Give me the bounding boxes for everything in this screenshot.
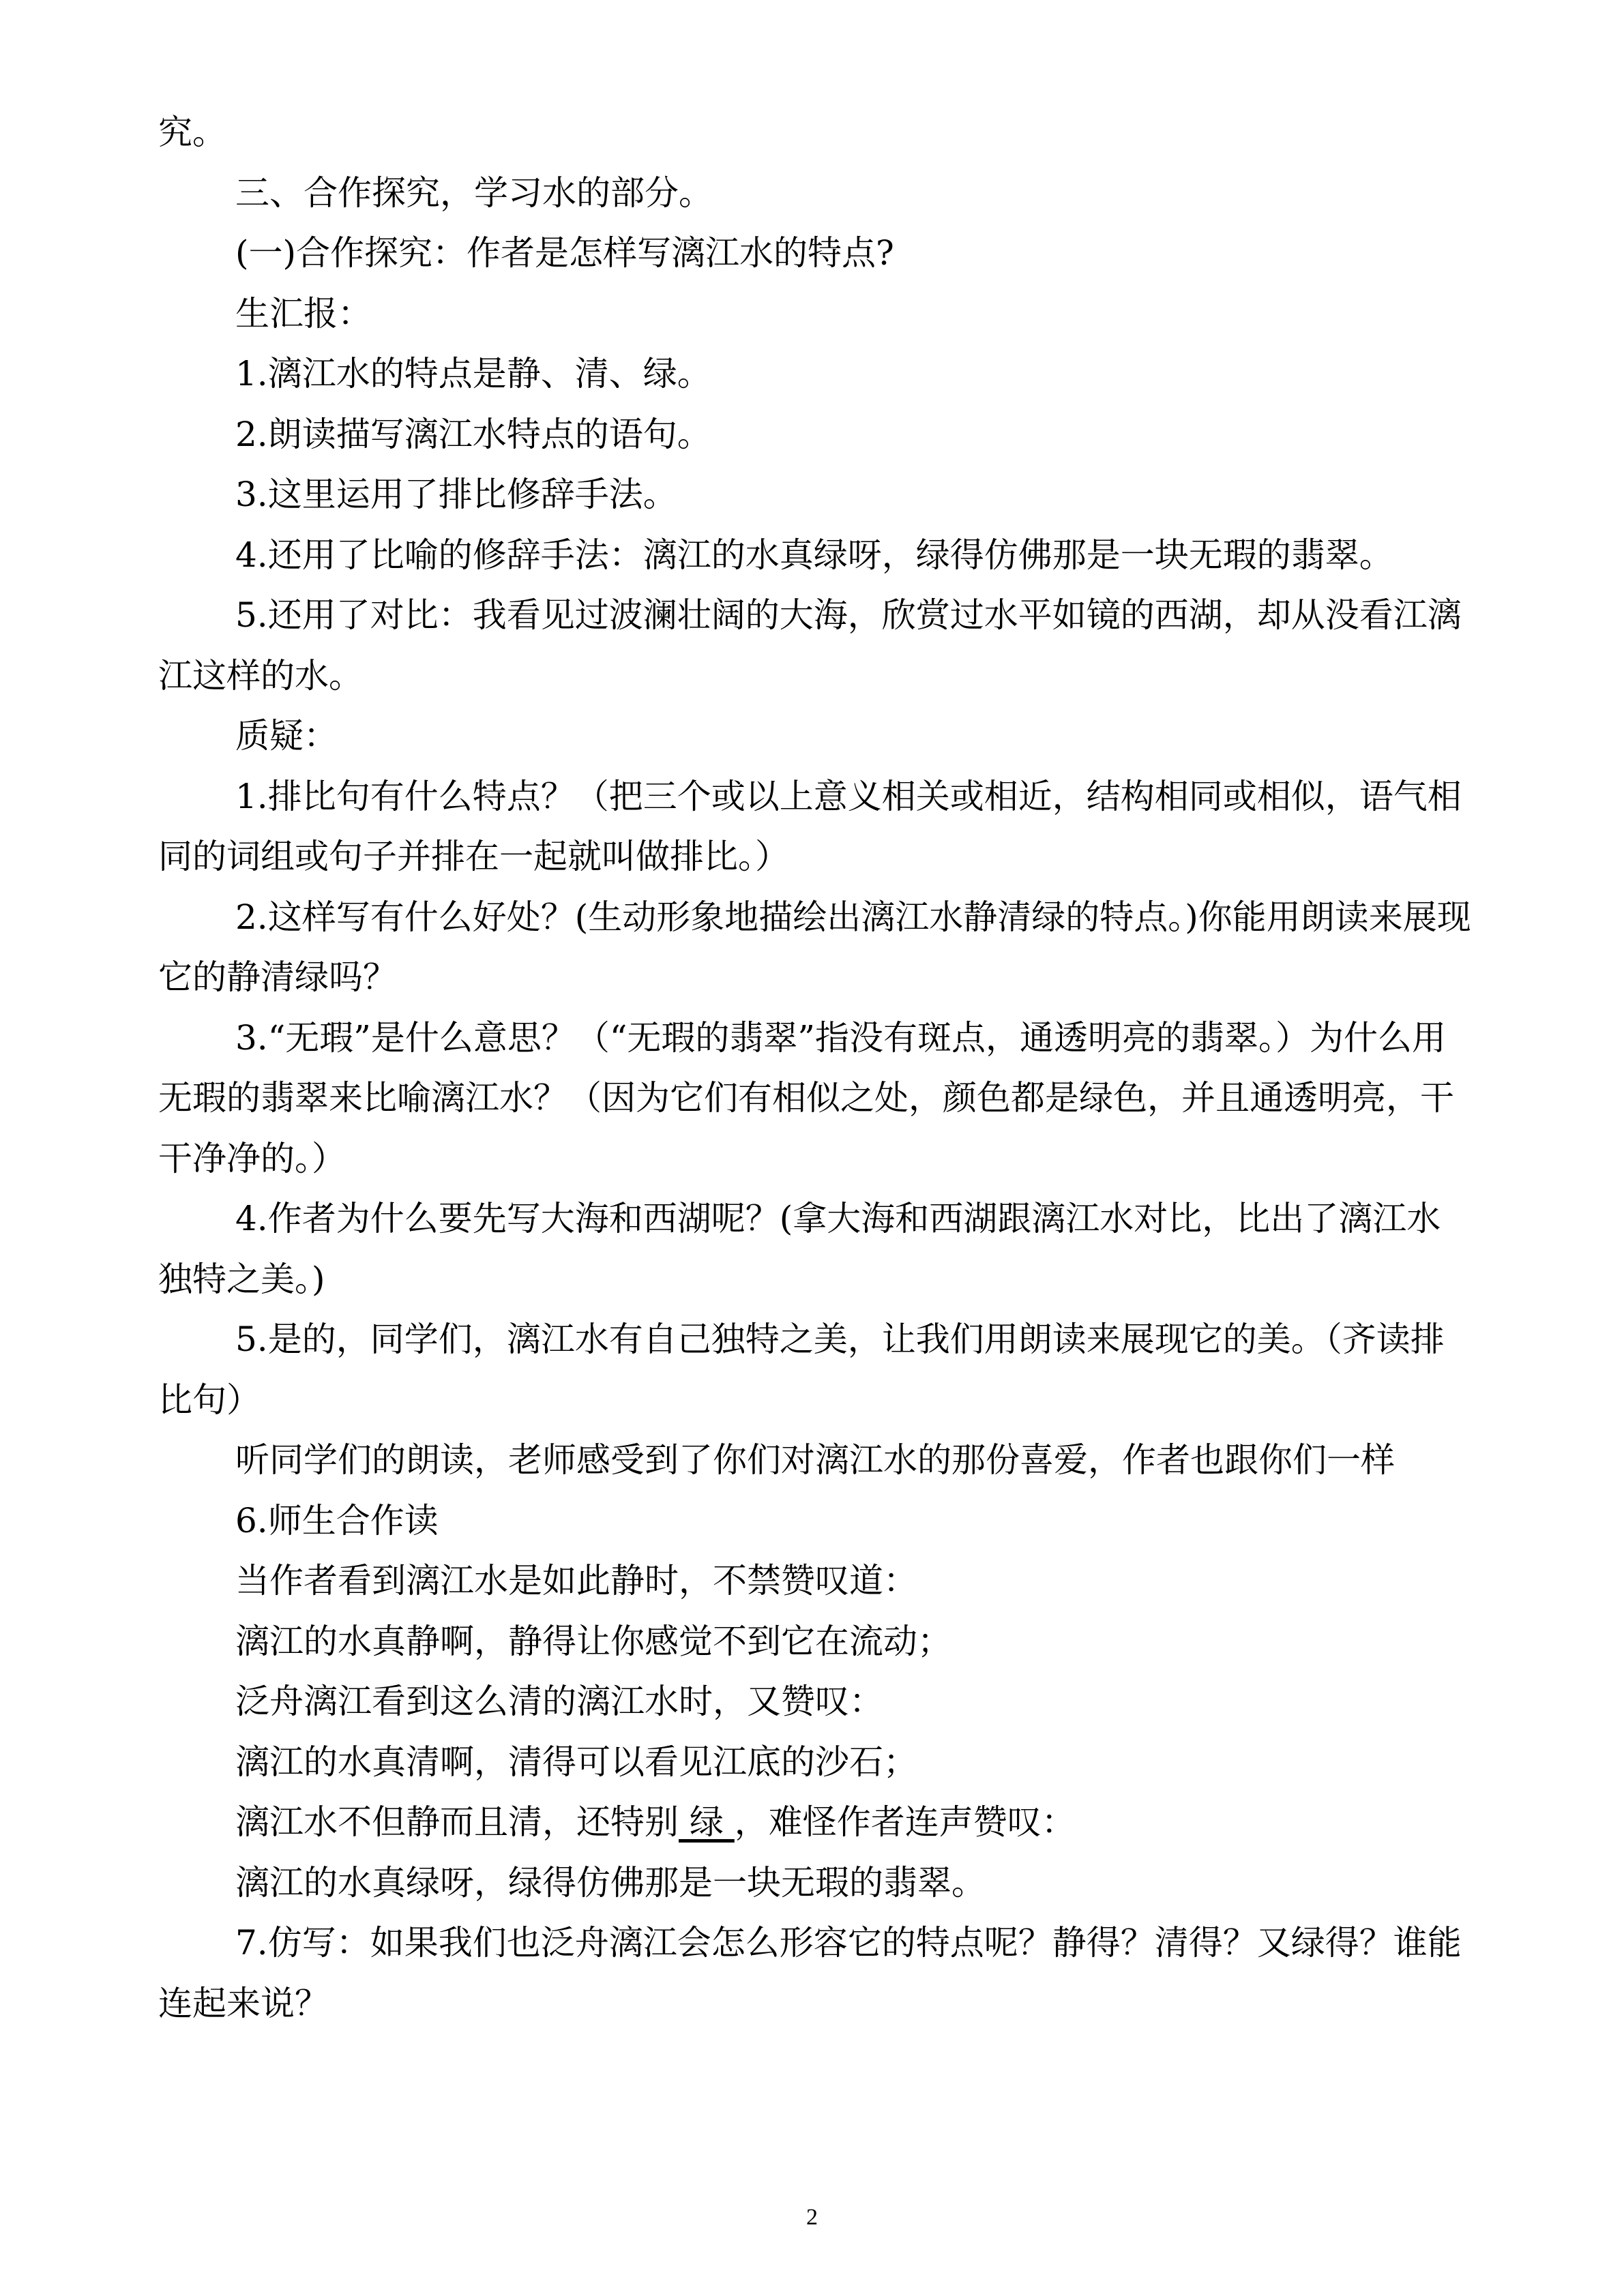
list-item: 3.这里运用了排比修辞手法。 [235, 475, 677, 514]
fill-before: 漓江水不但静而且清，还特别 [235, 1802, 679, 1842]
section-heading: 三、合作探究，学习水的部分。 [235, 173, 713, 213]
paragraph: 泛舟漓江看到这么清的漓江水时，又赞叹： [235, 1682, 883, 1721]
list-item: 5.还用了对比：我看见过波澜壮阔的大海，欣赏过水平如镜的西湖，却从没看江漓江这样的水。 [158, 595, 1462, 696]
list-item: 3.“无瑕”是什么意思？（“无瑕的翡翠”指没有斑点，通透明亮的翡翠。）为什么用无瑕的翡翠来比喻漓江水？（因为它们有相似之处，颜色都是绿色，并且通透明亮，干干净净的。） [158, 1017, 1454, 1178]
paragraph-continuation: 究。 [158, 113, 226, 152]
list-item: 2.朗读描写漓江水特点的语句。 [235, 414, 711, 454]
list-item: 4.还用了比喻的修辞手法：漓江的水真绿呀，绿得仿佛那是一块无瑕的翡翠。 [235, 535, 1393, 575]
paragraph: 质疑： [235, 716, 338, 756]
fill-after: ，难怪作者连声赞叹： [734, 1802, 1076, 1842]
list-item: 4.作者为什么要先写大海和西湖呢？(拿大海和西湖跟漓江水对比，比出了漓江水独特之美。) [158, 1199, 1441, 1299]
paragraph: 漓江的水真绿呀，绿得仿佛那是一块无瑕的翡翠。 [235, 1862, 986, 1903]
page-number: 2 [806, 2205, 818, 2230]
paragraph: 当作者看到漓江水是如此静时，不禁赞叹道： [235, 1561, 917, 1600]
paragraph: 漓江的水真静啊，静得让你感觉不到它在流动； [235, 1621, 951, 1661]
list-item: 5.是的，同学们，漓江水有自己独特之美，让我们用朗读来展现它的美。（齐读排比句） [158, 1320, 1445, 1420]
paragraph: 漓江的水真清啊，清得可以看见江底的沙石； [235, 1742, 917, 1782]
paragraph: 生汇报： [235, 293, 372, 333]
paragraph: 听同学们的朗读，老师感受到了你们对漓江水的那份喜爱，作者也跟你们一样 [235, 1440, 1395, 1480]
list-item: 1.排比句有什么特点？（把三个或以上意义相关或相近，结构相同或相似，语气相同的词组或句子并排在一起就叫做排比。） [158, 776, 1462, 876]
list-item: 2.这样写有什么好处？(生动形象地描绘出漓江水静清绿的特点。)你能用朗读来展现它的静清绿吗？ [158, 897, 1471, 997]
subsection-heading: (一)合作探究：作者是怎样写漓江水的特点? [235, 233, 894, 273]
fill-blank: 绿 [679, 1802, 735, 1842]
list-item: 6.师生合作读 [235, 1500, 439, 1540]
page-body [158, 102, 1475, 2033]
fill-blank-line [158, 1792, 1475, 1853]
list-item: 7.仿写：如果我们也泛舟漓江会怎么形容它的特点呢？静得？清得？又绿得？谁能连起来说？ [158, 1923, 1462, 2023]
list-item: 1.漓江水的特点是静、清、绿。 [235, 354, 711, 393]
